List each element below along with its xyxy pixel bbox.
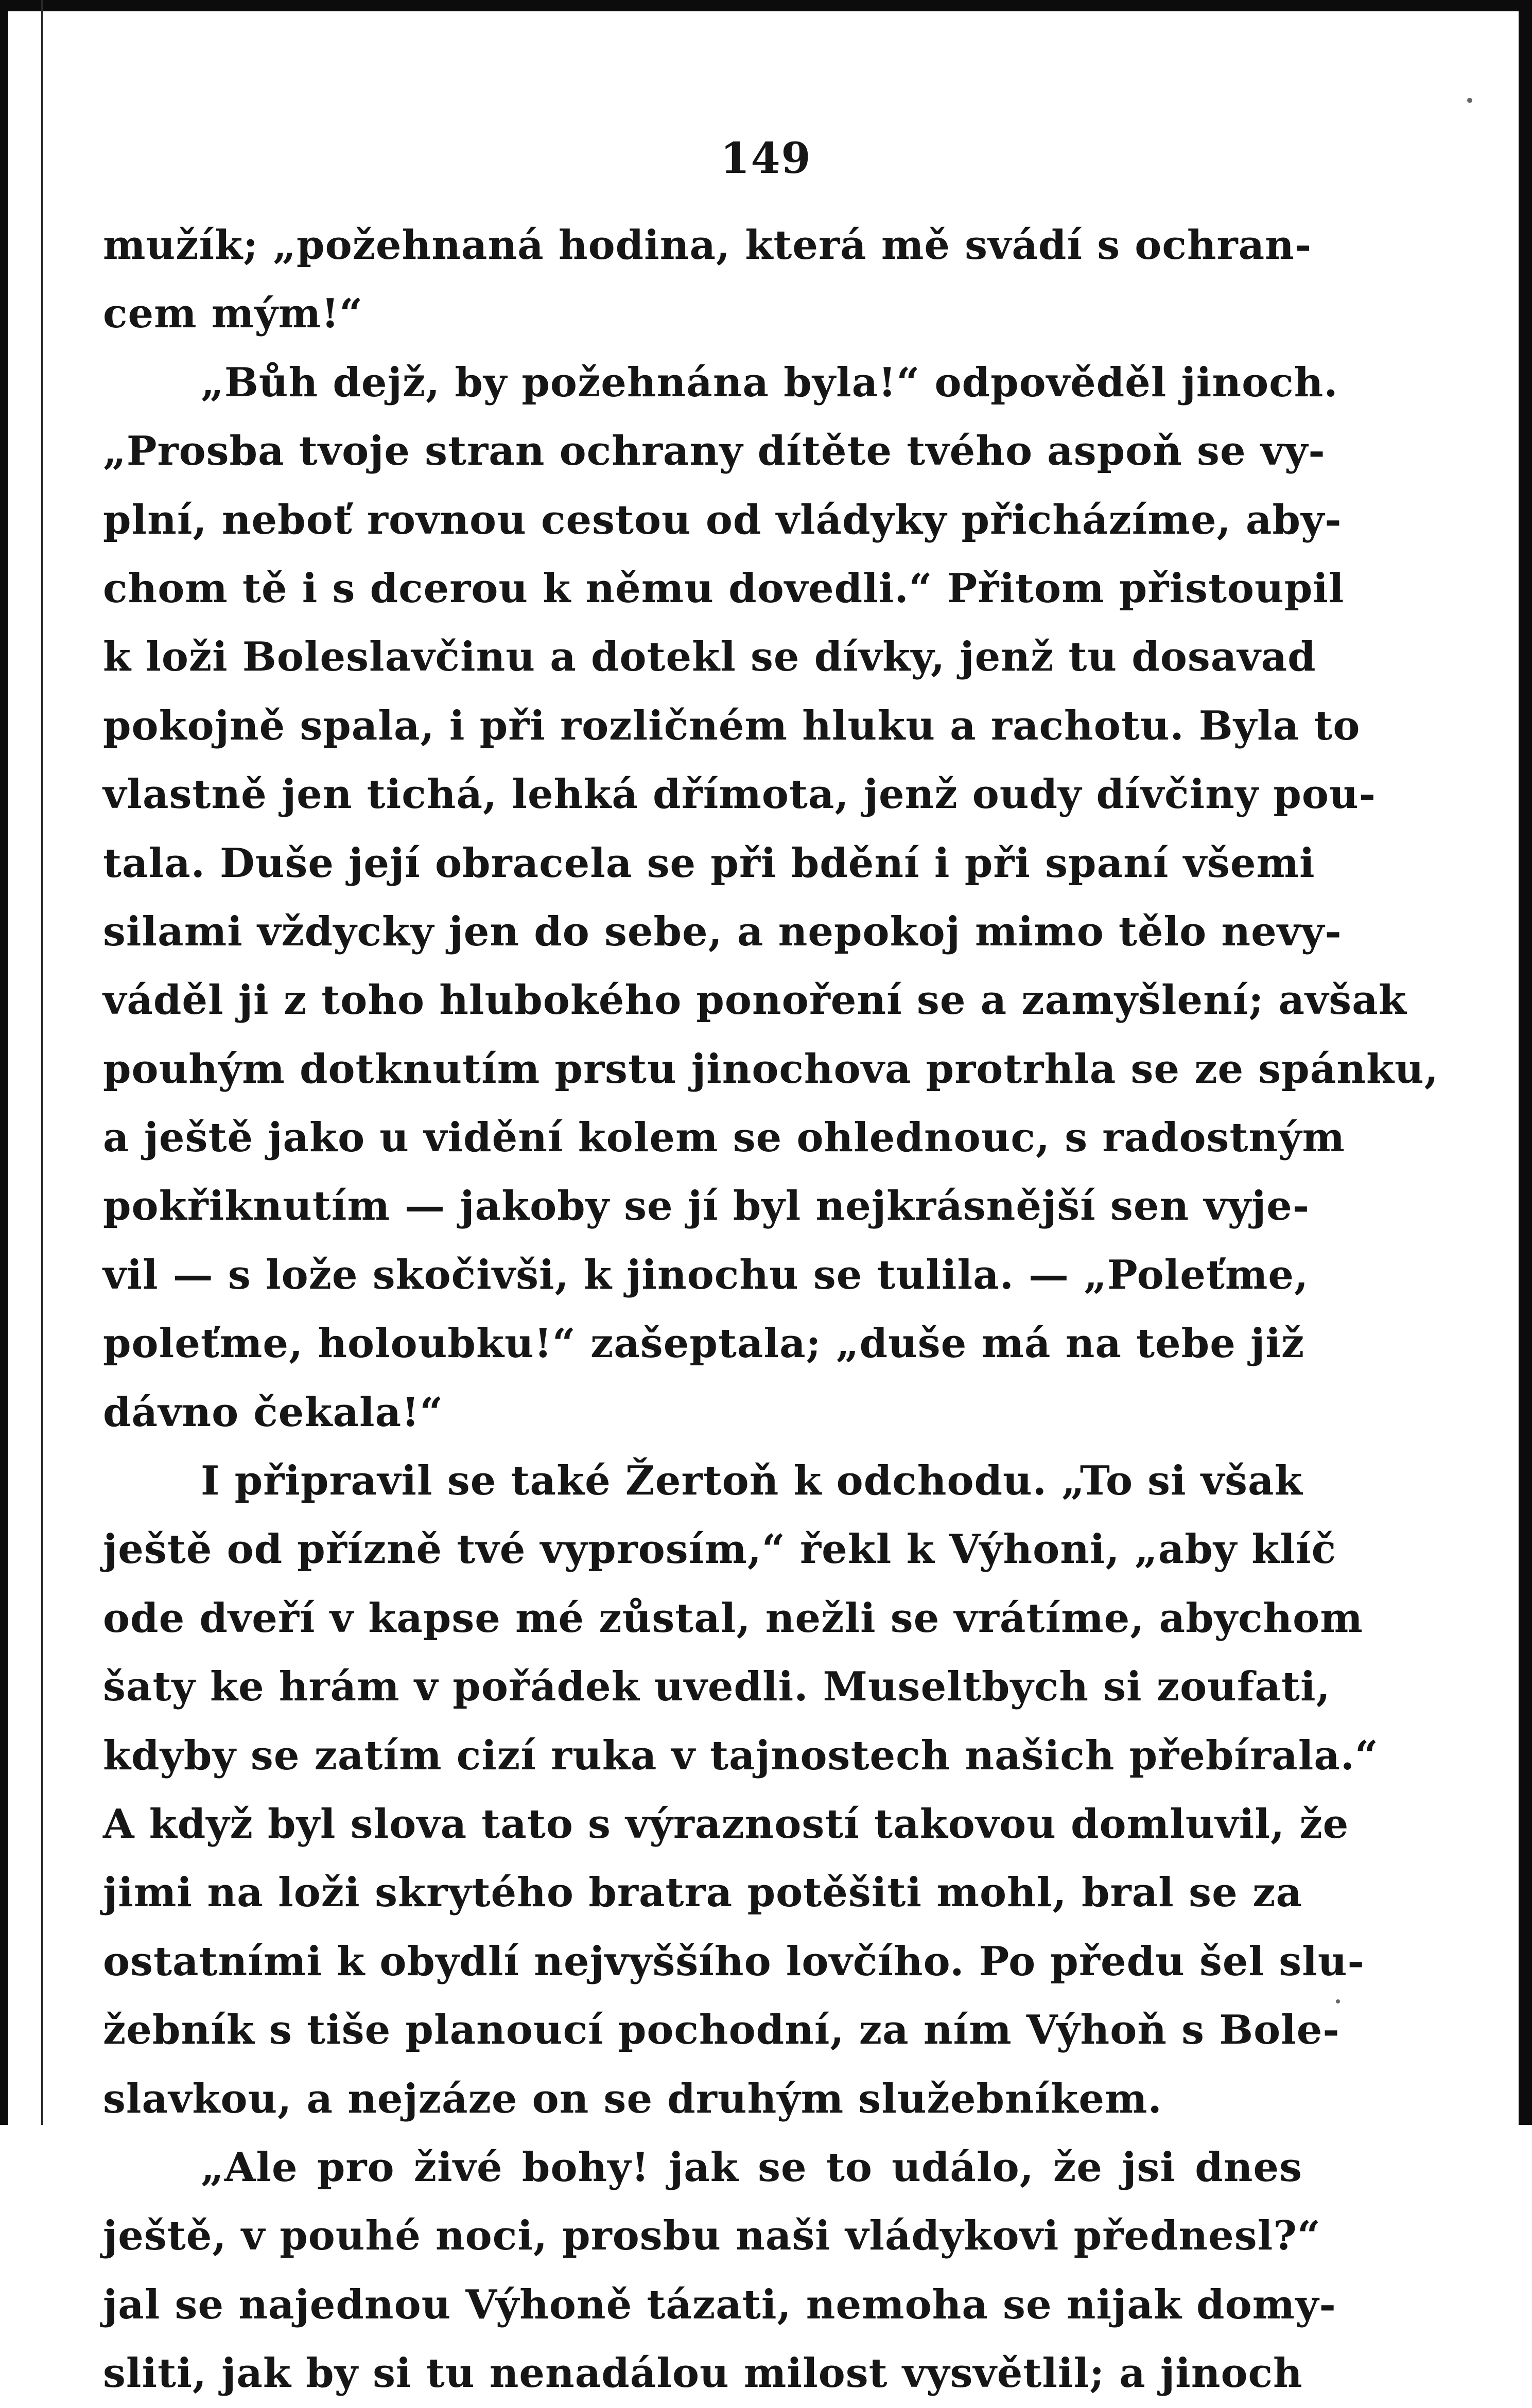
text-line: pokřiknutím — jakoby se jí byl nejkrásnější sen vyje- (103, 1183, 1310, 1230)
text-line: váděl ji z toho hlubokého ponoření se a zamyšlení; avšak (103, 977, 1407, 1024)
text-line: a ještě jako u vidění kolem se ohlednouc, s radostným (103, 1114, 1345, 1162)
text-line: žebník s tiše planoucí pochodní, za ním Výhoň s Bole- (103, 2007, 1340, 2054)
dust-speck (1467, 98, 1472, 103)
text-line: jimi na loži skrytého bratra potěšiti mohl, bral se za (103, 1869, 1302, 1917)
text-line: A když byl slova tato s výrazností takovou domluvil, že (103, 1800, 1349, 1848)
text-line: vlastně jen tichá, lehká dřímota, jenž oudy dívčiny pou- (103, 771, 1376, 818)
text-line: plní, neboť rovnou cestou od vládyky přicházíme, aby- (103, 496, 1342, 543)
text-line: sliti, jak by si tu nenadálou milost vysvětlil; a jinoch (103, 2350, 1303, 2397)
text-line: vil — s lože skočivši, k jinochu se tulila. — „Poleťme, (103, 1251, 1309, 1298)
text-line: pokojně spala, i při rozličném hluku a rachotu. Byla to (103, 702, 1361, 749)
text-line: kdyby se zatím cizí ruka v tajnostech našich přebírala.“ (103, 1732, 1379, 1779)
text-line: poleťme, holoubku!“ zašeptala; „duše má na tebe již (103, 1320, 1305, 1367)
text-line: pouhým dotknutím prstu jinochova protrhla se ze spánku, (103, 1045, 1439, 1093)
gutter-rule (41, 0, 43, 2125)
text-line: ještě od přízně tvé vyprosím,“ řekl k Výhoni, „aby klíč (103, 1526, 1337, 1573)
text-line: k loži Boleslavčinu a dotekl se dívky, jenž tu dosavad (103, 634, 1316, 681)
text-line: ještě, v pouhé noci, prosbu naši vládykovi přednesl?“ (103, 2212, 1321, 2260)
text-line: silami vždycky jen do sebe, a nepokoj mimo tělo nevy- (103, 908, 1342, 955)
text-line: jal se najednou Výhoně tázati, nemoha se nijak domy- (103, 2281, 1336, 2328)
dust-speck (1336, 1999, 1340, 2003)
text-line: „Bůh dejž, by požehnána byla!“ odpověděl jinoch. (201, 359, 1338, 406)
text-line: tala. Duše její obracela se při bdění i při spaní všemi (103, 839, 1315, 887)
text-line: chom tě i s dcerou k němu dovedli.“ Přitom přistoupil (103, 565, 1345, 612)
page-body-text (103, 211, 1439, 2408)
text-line: mužík; „požehnaná hodina, která mě svádí s ochran- (103, 222, 1312, 269)
text-line: dávno čekala!“ (103, 1388, 444, 1436)
page-number: 149 (720, 134, 812, 183)
text-line: šaty ke hrám v pořádek uvedli. Museltbych si zoufati, (103, 1663, 1331, 1711)
text-line: „Ale pro živé bohy! jak se to událo, že jsi dnes (201, 2143, 1302, 2191)
text-line: cem mým!“ (103, 290, 363, 338)
text-line: ode dveří v kapse mé zůstal, nežli se vrátíme, abychom (103, 1594, 1363, 1642)
text-line: „Prosba tvoje stran ochrany dítěte tvého aspoň se vy- (103, 428, 1326, 475)
text-line: ostatními k obydlí nejvyššího lovčího. Po předu šel slu- (103, 1938, 1365, 1985)
text-line: I připravil se také Žertoň k odchodu. „To si však (201, 1457, 1303, 1505)
text-line: slavkou, a nejzáze on se druhým služebníkem. (103, 2075, 1162, 2122)
